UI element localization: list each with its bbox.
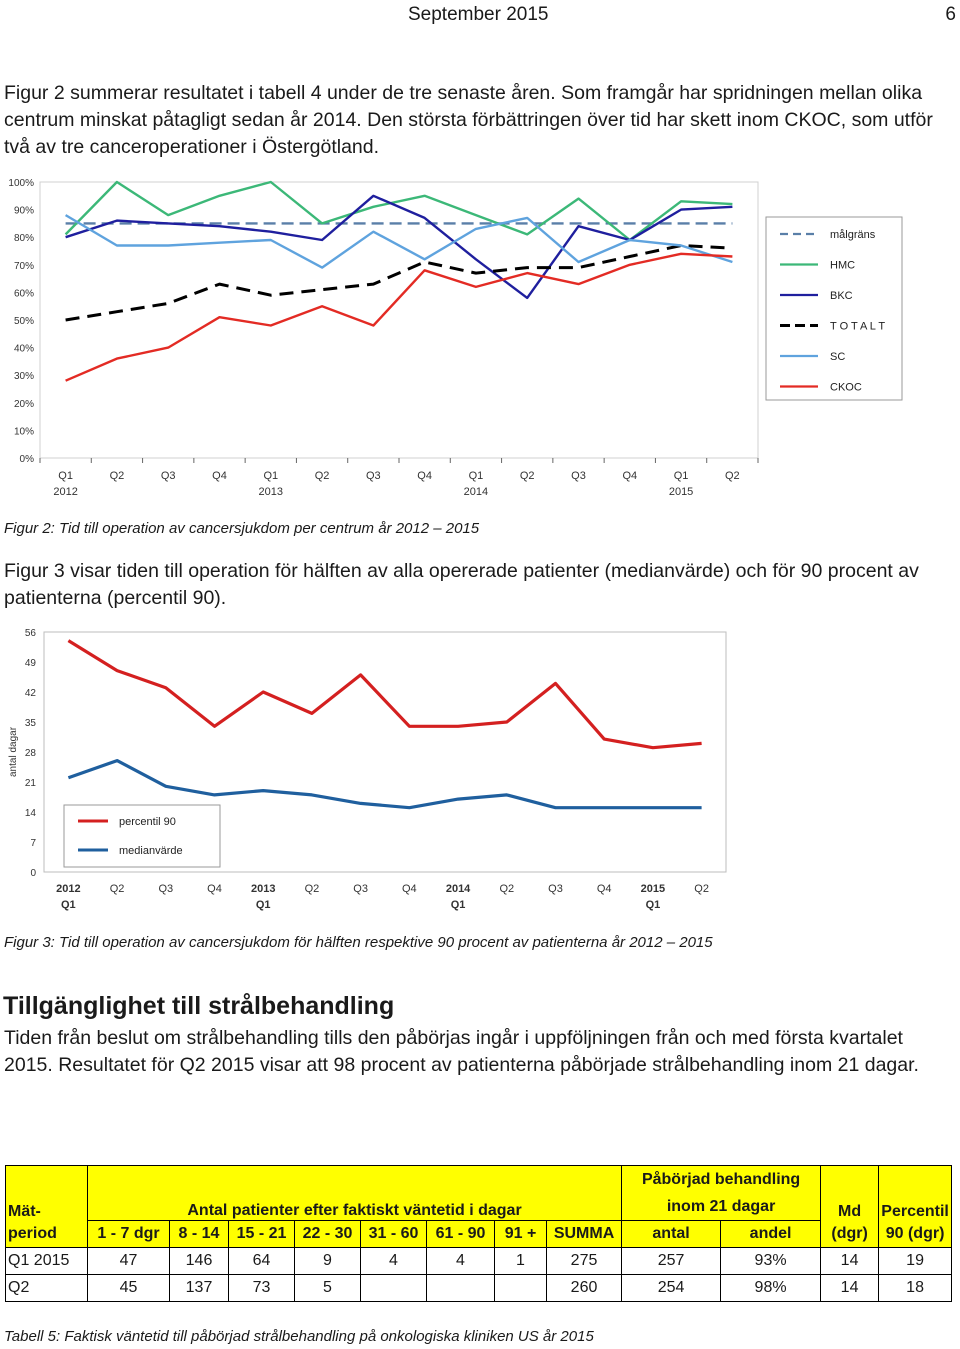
x-quarter-label: Q1 [255,899,271,911]
header-md-1: Md [821,1166,879,1221]
table-row [6,1275,952,1302]
table-cell: 260 [547,1275,622,1302]
table-cell: 1 [495,1248,547,1275]
table-cell: Q2 [6,1275,88,1302]
figure-3-text: Figur 3 visar tiden till operation för hälften av alla opererade patienter (medianvärde) och för 90 procent av patienterna (percentil 90). [4,560,919,609]
y-tick-label: 90% [13,205,34,217]
x-tick-label: Q1 [673,470,689,482]
x-year-label: 2012 [53,486,78,498]
table-cell: 98% [721,1275,821,1302]
legend-label: percentil 90 [119,816,176,828]
subheader-cell: andel [721,1221,821,1248]
x-tick-label: Q3 [548,883,563,895]
legend-label: medianvärde [119,845,183,857]
header-period-1: Mät- [6,1166,88,1221]
header-period-2: period [6,1221,88,1248]
section-paragraph: Tiden från beslut om strålbehandling tills den påbörjas ingår i uppföljningen från och med första kvartalet 2015. Resultatet för Q2 2015 visar att 98 procent av patienterna påbörjade strålbehandling inom 21 dagar. [4,1027,919,1076]
subheader-cell: SUMMA [547,1221,622,1248]
subheader-cell: 1 - 7 dgr [88,1221,170,1248]
legend-label: BKC [830,290,853,302]
x-tick-label: 2013 [250,883,276,895]
x-tick-label: Q3 [160,470,176,482]
legend-label: HMC [830,259,856,272]
x-tick-label: 2015 [640,883,666,895]
table-cell: 18 [879,1275,952,1302]
x-tick-label: Q2 [725,470,740,482]
table-cell: 14 [821,1248,879,1275]
x-year-label: 2015 [668,486,694,498]
y-tick-label: 30% [13,371,34,383]
x-tick-label: Q4 [417,470,432,482]
y-tick-label: 100% [8,178,34,189]
y-tick-label: 60% [13,288,34,300]
y-tick-label: 42 [24,688,36,699]
subheader-cell: 91 + [495,1221,547,1248]
legend-label: CKOC [830,381,862,394]
table-header-row-1 [6,1166,952,1221]
table-cell: 19 [879,1248,952,1275]
table-cell [495,1275,547,1302]
x-tick-label: Q2 [499,883,515,895]
x-tick-label: Q2 [109,883,125,895]
y-tick-label: 80% [13,233,34,245]
y-tick-label: 70% [13,260,34,272]
section-heading: Tillgänglighet till strålbehandling [3,992,395,1020]
page-header [0,4,960,26]
table-cell: 73 [229,1275,295,1302]
y-tick-label: 40% [13,343,34,355]
y-tick-label: 0 [30,868,36,879]
intro-paragraph: Figur 2 summerar resultatet i tabell 4 under de tre senaste åren. Som framgår har spridningen mellan olika centrum minskat påtagligt sedan år 2014. Den största förbättringen över tid har skett inom CKOC, som utför två av tre canceroperationer i Östergötland. [4,82,933,158]
table-cell: 275 [547,1248,622,1275]
x-quarter-label: Q1 [645,899,661,911]
header-inom-21-line1: Påbörjad behandling [641,1171,801,1188]
legend-box [766,217,902,400]
x-tick-label: Q2 [109,470,125,482]
x-quarter-label: Q1 [450,899,466,911]
table-cell [427,1275,495,1302]
table-row [6,1248,952,1275]
subheader-cell: 61 - 90 [427,1221,495,1248]
table-cell: 4 [427,1248,495,1275]
table-cell: 47 [88,1248,170,1275]
y-tick-label: 50% [13,316,34,327]
x-tick-label: Q1 [468,470,484,482]
x-quarter-label: Q1 [61,899,76,911]
subheader-cell: 15 - 21 [229,1221,295,1248]
x-year-label: 2014 [463,486,489,498]
y-tick-label: 14 [24,808,36,819]
subheader-cell: 8 - 14 [170,1221,229,1248]
x-tick-label: Q1 [58,470,73,482]
x-tick-label: Q3 [353,883,368,895]
x-year-label: 2013 [258,486,284,498]
y-axis-label: antal dagar [8,726,19,778]
x-tick-label: 2014 [445,883,471,895]
x-tick-label: Q3 [158,883,174,895]
x-tick-label: Q4 [207,883,222,895]
table-cell: 257 [622,1248,721,1275]
table-header-row-2 [6,1221,952,1248]
figure-2-chart [4,172,954,506]
x-tick-label: Q4 [212,470,227,482]
table-5-caption: Tabell 5: Faktisk väntetid till påbörjad strålbehandling på onkologiska kliniken US år 2015 [4,1328,594,1345]
header-inom-21-line2: inom 21 dagar [666,1198,776,1215]
header-md-2: (dgr) [821,1221,879,1248]
figure-2-caption: Figur 2: Tid till operation av cancersjukdom per centrum år 2012 – 2015 [4,520,480,537]
x-tick-label: Q4 [402,883,417,895]
subheader-cell: antal [622,1221,721,1248]
y-tick-label: 35 [24,718,36,729]
legend-label: målgräns [830,229,876,241]
y-tick-label: 21 [24,778,36,789]
table-cell: 14 [821,1275,879,1302]
table-cell: 146 [170,1248,229,1275]
y-tick-label: 28 [24,748,36,759]
table-cell: 93% [721,1248,821,1275]
x-tick-label: Q2 [304,883,320,895]
x-tick-label: Q1 [263,470,279,482]
subheader-cell: 22 - 30 [295,1221,361,1248]
x-tick-label: Q3 [366,470,381,482]
y-tick-label: 20% [13,398,34,410]
y-tick-label: 0% [19,454,34,465]
table-cell: 9 [295,1248,361,1275]
x-tick-label: 2012 [56,883,81,895]
x-tick-label: Q2 [519,470,535,482]
legend-label: T O T A L T [830,320,886,333]
table-cell: 137 [170,1275,229,1302]
legend-label: SC [830,351,846,363]
header-percentil-2: 90 (dgr) [879,1221,952,1248]
table-cell: 4 [361,1248,427,1275]
page-number: 6 [945,4,956,25]
x-tick-label: Q4 [596,883,612,895]
x-tick-label: Q2 [694,883,709,895]
table-cell: 64 [229,1248,295,1275]
legend-box [64,805,220,867]
table-cell: 45 [88,1275,170,1302]
y-tick-label: 49 [24,658,36,669]
header-inom-21 [622,1166,821,1221]
x-tick-label: Q2 [314,470,330,482]
figure-3-caption: Figur 3: Tid till operation av cancersjukdom för hälften respektive 90 procent av patienterna år 2012 – 2015 [4,934,713,951]
table-cell: 5 [295,1275,361,1302]
y-tick-label: 56 [24,628,36,639]
header-antal: Antal patienter efter faktiskt väntetid i dagar [88,1166,622,1221]
table-cell [361,1275,427,1302]
table-cell: 254 [622,1275,721,1302]
figure-3-chart [4,622,954,920]
table-cell: Q1 2015 [6,1248,88,1275]
table-5 [5,1165,951,1302]
x-tick-label: Q3 [571,470,586,482]
x-tick-label: Q4 [622,470,638,482]
y-tick-label: 10% [13,426,34,438]
header-date: September 2015 [408,4,549,25]
header-percentil-1: Percentil [879,1166,952,1221]
y-tick-label: 7 [30,838,36,849]
subheader-cell: 31 - 60 [361,1221,427,1248]
